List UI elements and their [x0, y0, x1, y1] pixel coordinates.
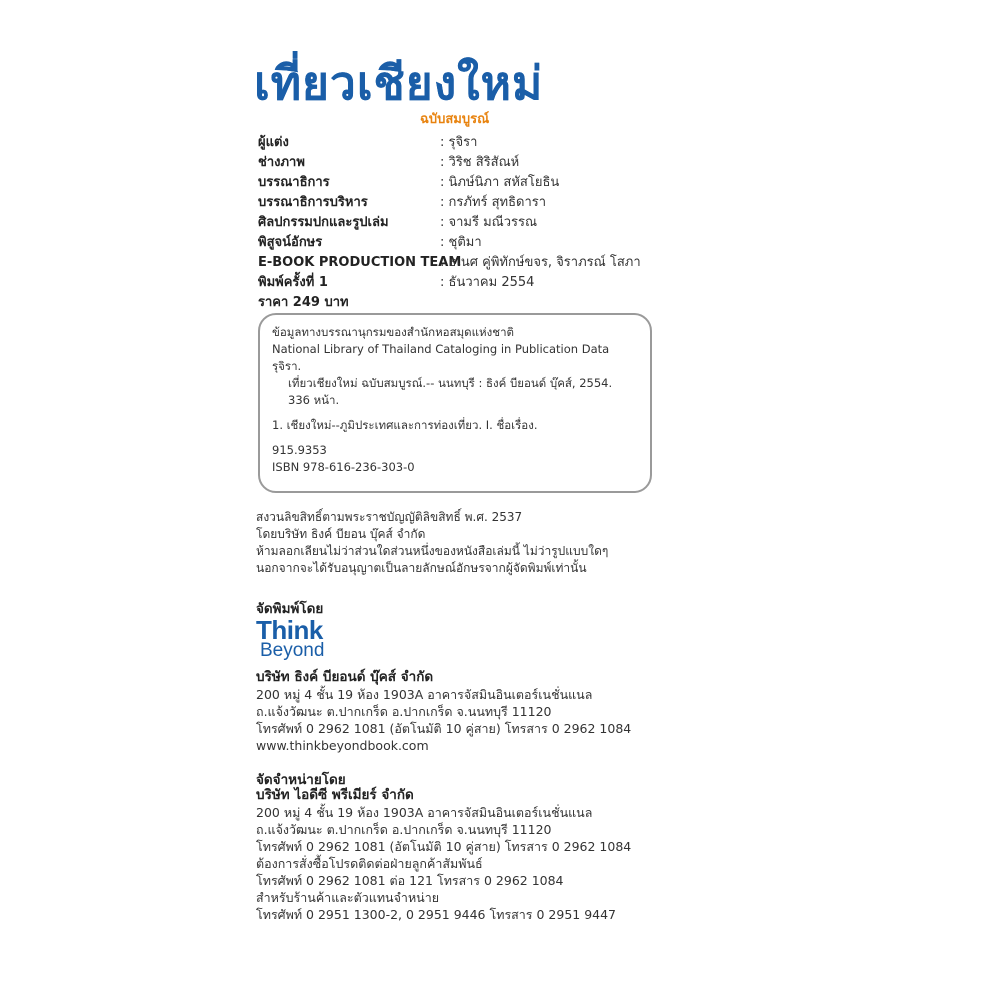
credit-label: พิสูจน์อักษร	[258, 235, 323, 250]
credit-value: : กรภัทร์ สุทธิดารา	[440, 193, 546, 213]
distributor-retail-note: สำหรับร้านค้าและตัวแทนจำหน่าย	[256, 890, 440, 905]
distributor-phone: โทรศัพท์ 0 2962 1081 (อัตโนมัติ 10 คู่สาย) โทรสาร 0 2962 1084	[256, 839, 632, 854]
publisher-address: ถ.แจ้งวัฒนะ ต.ปากเกร็ด อ.ปากเกร็ด จ.นนทบุรี 11120	[256, 704, 552, 719]
price: ราคา 249 บาท	[258, 295, 349, 310]
book-title: เที่ยวเชียงใหม่	[254, 56, 544, 110]
credit-value: : นิภษ์นิภา สหัสโยธิน	[440, 173, 559, 193]
publisher-address: 200 หมู่ 4 ชั้น 19 ห้อง 1903A อาคารจัสมินอินเตอร์เนชั่นแนล	[256, 687, 593, 702]
credit-label: บรรณาธิการ	[258, 175, 330, 190]
credit-value: : ธันวาคม 2554	[440, 273, 534, 293]
distributor-heading: จัดจำหน่ายโดย	[256, 772, 346, 788]
cip-isbn: ISBN 978-616-236-303-0	[272, 460, 415, 474]
publisher-phone: โทรศัพท์ 0 2962 1081 (อัตโนมัติ 10 คู่สาย) โทรสาร 0 2962 1084	[256, 721, 632, 736]
publisher-website: www.thinkbeyondbook.com	[256, 738, 429, 753]
credit-row	[258, 213, 678, 233]
credit-value: : รุจิรา	[440, 133, 477, 153]
credit-row	[258, 173, 678, 193]
copyright-line: โดยบริษัท ธิงค์ บียอน บุ๊คส์ จำกัด	[256, 527, 426, 541]
copyright-line: นอกจากจะได้รับอนุญาตเป็นลายลักษณ์อักษรจากผู้จัดพิมพ์เท่านั้น	[256, 561, 587, 575]
publisher-info	[256, 669, 631, 754]
credits-list	[258, 133, 678, 313]
credit-row	[258, 133, 678, 153]
distributor-order-phone: โทรศัพท์ 0 2962 1081 ต่อ 121 โทรสาร 0 2962 1084	[256, 873, 564, 888]
distributor-address: 200 หมู่ 4 ชั้น 19 ห้อง 1903A อาคารจัสมินอินเตอร์เนชั่นแนล	[256, 805, 593, 820]
cip-author: รุจิรา.	[272, 359, 302, 373]
logo-think: Think	[256, 615, 323, 645]
publisher-heading: จัดพิมพ์โดย	[256, 601, 324, 617]
credit-label: ช่างภาพ	[258, 155, 305, 170]
copyright-line: ห้ามลอกเลียนไม่ว่าส่วนใดส่วนหนึ่งของหนังสือเล่มนี้ ไม่ว่ารูปแบบใดๆ	[256, 544, 609, 558]
credit-row	[258, 233, 678, 253]
cip-classification: 915.9353	[272, 443, 327, 457]
cip-entry-line1: เที่ยวเชียงใหม่ ฉบับสมบูรณ์.-- นนทบุรี : ธิงค์ บียอนด์ บุ๊คส์, 2554.	[288, 376, 613, 390]
credit-label: ศิลปกรรมปกและรูปเล่ม	[258, 215, 389, 230]
cip-subjects: 1. เชียงใหม่--ภูมิประเทศและการท่องเที่ยว. I. ชื่อเรื่อง.	[272, 418, 538, 432]
book-subtitle: ฉบับสมบูรณ์	[420, 112, 490, 127]
credit-value: : ชุติมา	[440, 233, 482, 253]
distributor-company: บริษัท ไอดีซี พรีเมียร์ จำกัด	[256, 787, 414, 803]
cip-heading-en: National Library of Thailand Cataloging in Publication Data	[272, 342, 610, 356]
distributor-retail-phone: โทรศัพท์ 0 2951 1300-2, 0 2951 9446 โทรสาร 0 2951 9447	[256, 907, 617, 922]
think-beyond-logo	[256, 617, 324, 660]
copyright-notice	[256, 509, 608, 577]
credit-row	[258, 153, 678, 173]
credit-row	[258, 273, 678, 293]
credit-value: : จามรี มณีวรรณ	[440, 213, 537, 233]
credit-label: E-BOOK PRODUCTION TEAM	[258, 255, 462, 270]
distributor-info	[256, 787, 631, 923]
copyright-line: สงวนลิขสิทธิ์ตามพระราชบัญญัติลิขสิทธิ์ พ.ศ. 2537	[256, 510, 523, 524]
cip-entry-line2: 336 หน้า.	[288, 393, 340, 407]
cataloging-data-box	[258, 313, 652, 493]
credit-label: ผู้แต่ง	[258, 135, 289, 150]
publisher-company: บริษัท ธิงค์ บียอนด์ บุ๊คส์ จำกัด	[256, 669, 434, 685]
credit-value: : วิริช สิริสัณห์	[440, 153, 519, 173]
credit-label: บรรณาธิการบริหาร	[258, 195, 368, 210]
credit-label: พิมพ์ครั้งที่ 1	[258, 275, 328, 290]
cip-spacer	[272, 409, 636, 417]
cip-spacer	[272, 434, 636, 442]
cip-heading-th: ข้อมูลทางบรรณานุกรมของสำนักหอสมุดแห่งชาติ	[272, 325, 514, 339]
distributor-order-note: ต้องการสั่งซื้อโปรดติดต่อฝ่ายลูกค้าสัมพันธ์	[256, 856, 483, 871]
credit-row	[258, 253, 678, 273]
credit-value: : ธเนศ คู่พิทักษ์ขจร, จิราภรณ์ โสภา	[440, 253, 641, 273]
credit-row	[258, 193, 678, 213]
logo-beyond: Beyond	[260, 640, 325, 661]
distributor-address: ถ.แจ้งวัฒนะ ต.ปากเกร็ด อ.ปากเกร็ด จ.นนทบุรี 11120	[256, 822, 552, 837]
